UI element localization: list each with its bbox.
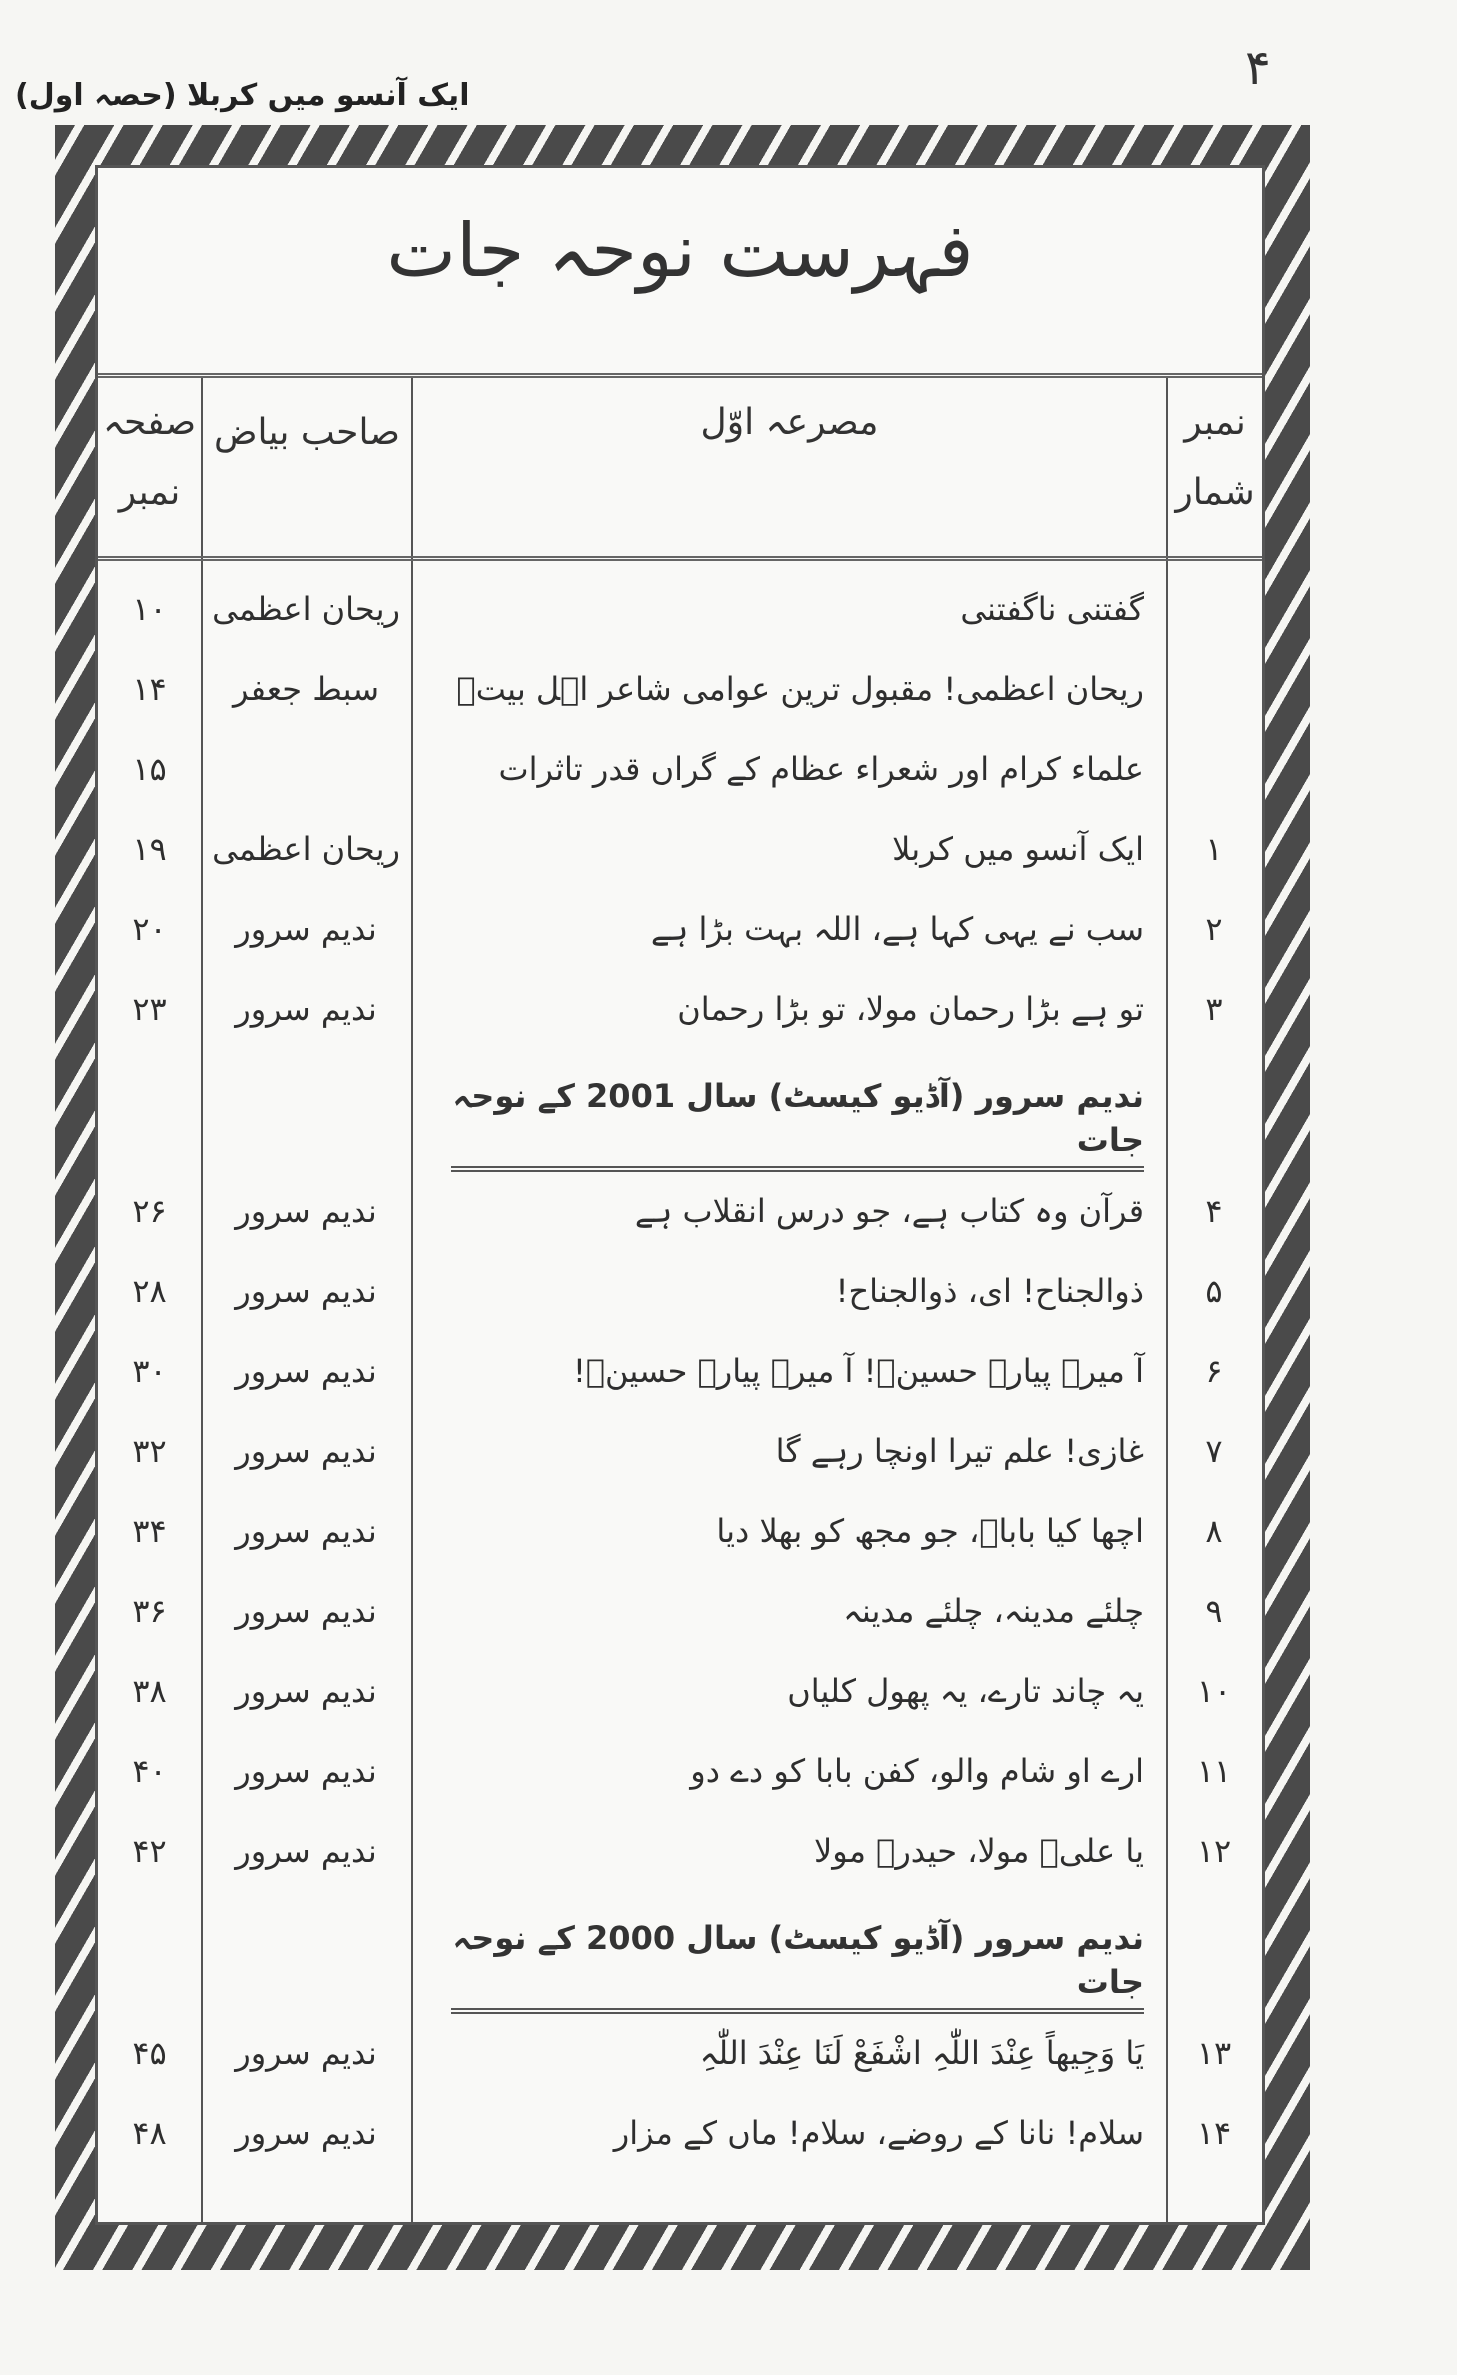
row-sahib-bayaz: ندیم سرور	[235, 1352, 377, 1390]
table-row	[98, 820, 1262, 900]
row-sahib-bayaz: ندیم سرور	[235, 1272, 377, 1310]
row-sahib-bayaz: ندیم سرور	[235, 910, 377, 948]
row-page-number: ۴۵	[132, 2034, 167, 2072]
row-sahib-bayaz: ندیم سرور	[235, 1672, 377, 1710]
section-heading: ندیم سرور (آڈیو کیسٹ) سال 2001 کے نوحہ جات	[451, 1074, 1144, 1172]
table-row	[98, 660, 1262, 740]
row-misra: قرآن وہ کتاب ہے، جو درس انقلاب ہے	[634, 1192, 1144, 1230]
header-number: نمبر شمار	[1175, 402, 1255, 513]
row-sahib-bayaz: ریحان اعظمی	[212, 830, 400, 868]
row-misra: آ میرے پیارے حسینؑ! آ میرے پیارے حسینؑ!	[573, 1352, 1144, 1390]
row-page-number: ۳۴	[132, 1512, 167, 1550]
row-sahib-bayaz: ندیم سرور	[235, 1432, 377, 1470]
row-number	[1166, 740, 1262, 748]
table-row	[98, 980, 1262, 1060]
title-area	[98, 168, 1262, 378]
row-number: ۶	[1205, 1352, 1223, 1390]
row-page-number: ۱۵	[132, 750, 167, 788]
row-number: ۴	[1205, 1192, 1223, 1230]
row-misra: یا علیؑ مولا، حیدرؑ مولا	[814, 1832, 1144, 1870]
row-misra: چلئے مدینہ، چلئے مدینہ	[843, 1592, 1144, 1630]
row-sahib-bayaz: ندیم سرور	[235, 1752, 377, 1790]
row-misra: ارے او شام والو، کفن بابا کو دے دو	[690, 1752, 1144, 1790]
row-number: ۵	[1205, 1272, 1223, 1310]
row-page-number: ۱۹	[132, 830, 167, 868]
table-row	[98, 1662, 1262, 1742]
row-page-number: ۳۸	[132, 1672, 167, 1710]
row-number: ۱۴	[1196, 2114, 1232, 2152]
row-number: ۲	[1205, 910, 1223, 948]
row-number: ۹	[1205, 1592, 1223, 1630]
table-row	[98, 1262, 1262, 1342]
row-page-number: ۴۰	[132, 1752, 167, 1790]
row-number: ۱۲	[1196, 1832, 1232, 1870]
table-body	[98, 580, 1262, 2184]
row-number: ۷	[1205, 1432, 1223, 1470]
running-head: ایک آنسو میں کربلا (حصہ اول)	[15, 78, 470, 113]
row-sahib-bayaz: ندیم سرور	[235, 1832, 377, 1870]
row-sahib-bayaz: ندیم سرور	[235, 1192, 377, 1230]
header-page: صفحہ نمبر	[102, 402, 197, 513]
row-sahib-bayaz: ریحان اعظمی	[212, 590, 400, 628]
table-row	[98, 1822, 1262, 1902]
row-sahib-bayaz: ندیم سرور	[235, 990, 377, 1028]
row-number: ۱	[1205, 830, 1223, 868]
table-row	[98, 1342, 1262, 1422]
row-misra: یَا وَجِیھاً عِنْدَ اللّٰہِ اشْفَعْ لَنَا عِنْدَ اللّٰہِ	[699, 2034, 1144, 2072]
row-misra: ریحان اعظمی! مقبول ترین عوامی شاعر اہل بیتؑ	[456, 670, 1144, 708]
page-title: فہرست نوحہ جات	[386, 208, 974, 294]
page-number: ۴	[1245, 40, 1271, 96]
header-divider	[98, 556, 1262, 561]
row-page-number: ۲۸	[132, 1272, 167, 1310]
row-page-number: ۳۲	[132, 1432, 167, 1470]
row-misra: تو ہے بڑا رحمان مولا، تو بڑا رحمان	[677, 990, 1144, 1028]
row-number: ۱۰	[1196, 1672, 1232, 1710]
row-page-number: ۲۳	[132, 990, 167, 1028]
row-number	[1166, 580, 1262, 588]
header-sahib: صاحب بیاض	[214, 412, 400, 453]
row-sahib-bayaz	[201, 740, 411, 748]
row-misra: اچھا کیا باباؑ، جو مجھ کو بھلا دیا	[716, 1512, 1144, 1550]
table-row	[98, 1502, 1262, 1582]
table-row	[98, 740, 1262, 820]
row-page-number: ۴۸	[132, 2114, 167, 2152]
row-page-number: ۱۴	[132, 670, 167, 708]
row-page-number: ۲۰	[132, 910, 167, 948]
row-page-number: ۱۰	[132, 590, 167, 628]
row-number: ۸	[1205, 1512, 1223, 1550]
row-number: ۱۱	[1196, 1752, 1232, 1790]
table-row	[98, 2104, 1262, 2184]
row-sahib-bayaz: ندیم سرور	[235, 2034, 377, 2072]
table-row	[98, 900, 1262, 980]
row-misra: ذوالجناح! ای، ذوالجناح!	[835, 1272, 1144, 1310]
table-row	[98, 2024, 1262, 2104]
row-number: ۱۳	[1196, 2034, 1232, 2072]
row-page-number: ۳۶	[132, 1592, 167, 1630]
section-heading: ندیم سرور (آڈیو کیسٹ) سال 2000 کے نوحہ جات	[451, 1916, 1144, 2014]
row-misra: علماء کرام اور شعراء عظام کے گراں قدر تاثرات	[498, 750, 1144, 788]
row-page-number: ۲۶	[132, 1192, 167, 1230]
section-row	[98, 1902, 1262, 2024]
row-number: ۳	[1205, 990, 1223, 1028]
row-misra: سلام! نانا کے روضے، سلام! ماں کے مزار	[613, 2114, 1144, 2152]
row-sahib-bayaz: ندیم سرور	[235, 1512, 377, 1550]
row-sahib-bayaz: سبط جعفر	[232, 670, 380, 708]
table-row	[98, 580, 1262, 660]
table-row	[98, 1422, 1262, 1502]
contents-table	[95, 165, 1265, 2225]
row-page-number: ۳۰	[132, 1352, 167, 1390]
table-row	[98, 1742, 1262, 1822]
header-misra: مصرعہ اوّل	[700, 402, 879, 443]
row-misra: ایک آنسو میں کربلا	[892, 830, 1144, 868]
row-sahib-bayaz: ندیم سرور	[235, 2114, 377, 2152]
table-row	[98, 1582, 1262, 1662]
row-misra: غازی! علم تیرا اونچا رہے گا	[775, 1432, 1144, 1470]
row-page-number: ۴۲	[132, 1832, 167, 1870]
row-misra: سب نے یہی کہا ہے، اللہ بہت بڑا ہے	[650, 910, 1144, 948]
row-number	[1166, 660, 1262, 668]
section-row	[98, 1060, 1262, 1182]
row-misra: یہ چاند تارے، یہ پھول کلیاں	[787, 1672, 1144, 1710]
row-misra: گفتنی ناگفتنی	[960, 590, 1144, 628]
row-sahib-bayaz: ندیم سرور	[235, 1592, 377, 1630]
table-row	[98, 1182, 1262, 1262]
